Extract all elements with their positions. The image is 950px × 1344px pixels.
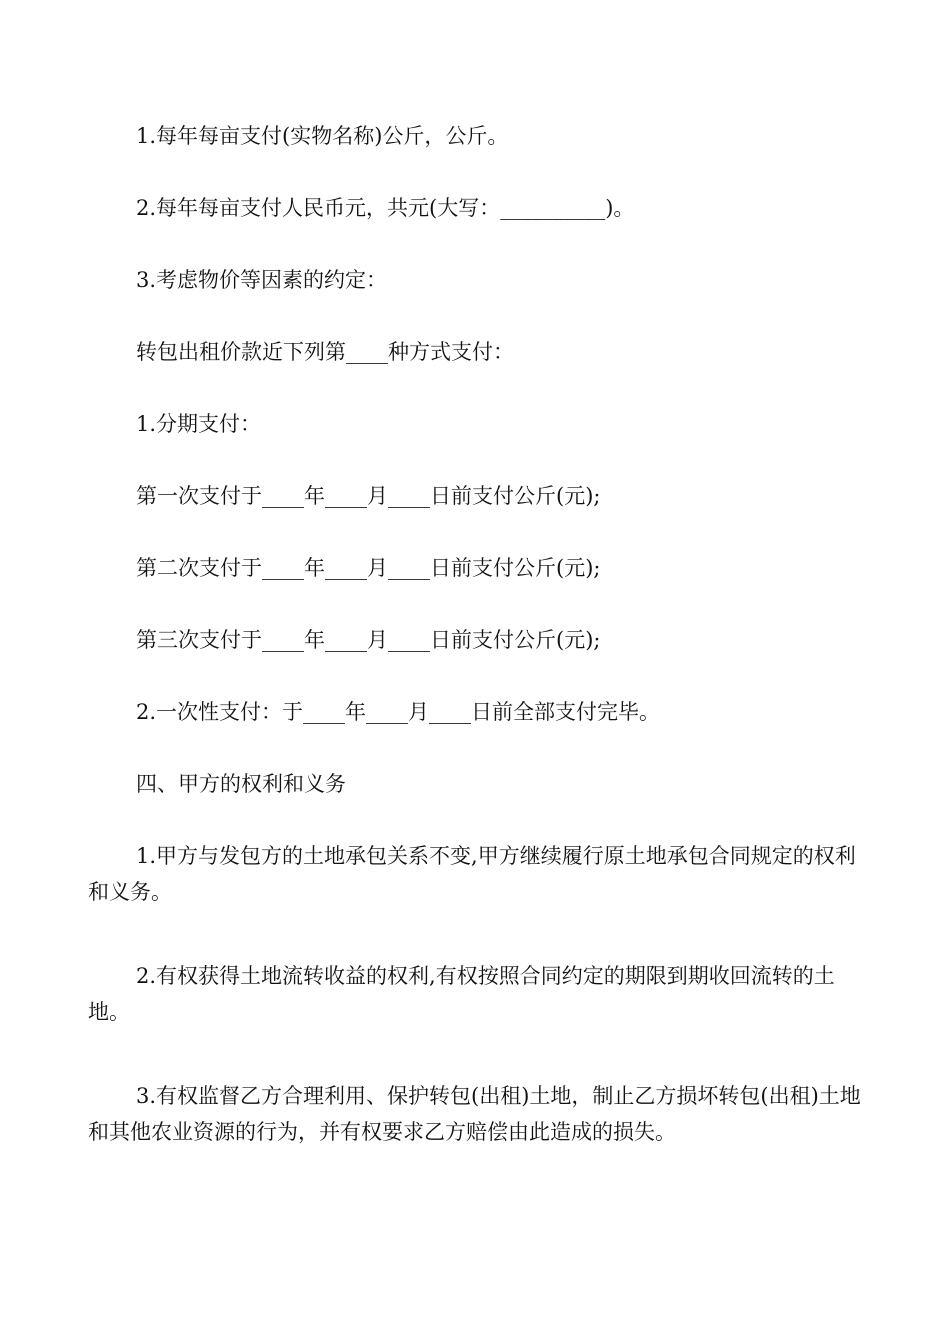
paragraph-payment-in-kind: 1.每年每亩支付(实物名称)公斤，公斤。 <box>136 124 509 148</box>
paragraph-installment-second: 第二次支付于____年____月____日前支付公斤(元); <box>136 556 601 580</box>
paragraph-price-factors: 3.考虑物价等因素的约定： <box>136 268 388 292</box>
paragraph-installment-third: 第三次支付于____年____月____日前支付公斤(元); <box>136 628 601 652</box>
section-heading-party-a-rights: 四、甲方的权利和义务 <box>136 772 346 796</box>
paragraph-lump-sum: 2.一次性支付：于____年____月____日前全部支付完毕。 <box>136 700 661 724</box>
paragraph-party-a-right-1: 1.甲方与发包方的土地承包关系不变,甲方继续履行原土地承包合同规定的权利和义务。 <box>88 844 856 904</box>
paragraph-party-a-right-3: 3.有权监督乙方合理利用、保护转包(出租)土地，制止乙方损坏转包(出租)土地和其他农业资源的行为，并有权要求乙方赔偿由此造成的损失。 <box>88 1084 861 1144</box>
paragraph-payment-in-cash: 2.每年每亩支付人民币元，共元(大写：__________)。 <box>136 196 635 220</box>
paragraph-installment-first: 第一次支付于____年____月____日前支付公斤(元); <box>136 484 601 508</box>
paragraph-payment-method: 转包出租价款近下列第____种方式支付： <box>136 340 514 364</box>
paragraph-installments-heading: 1.分期支付： <box>136 412 262 436</box>
paragraph-party-a-right-2: 2.有权获得土地流转收益的权利,有权按照合同约定的期限到期收回流转的土地。 <box>88 964 835 1024</box>
